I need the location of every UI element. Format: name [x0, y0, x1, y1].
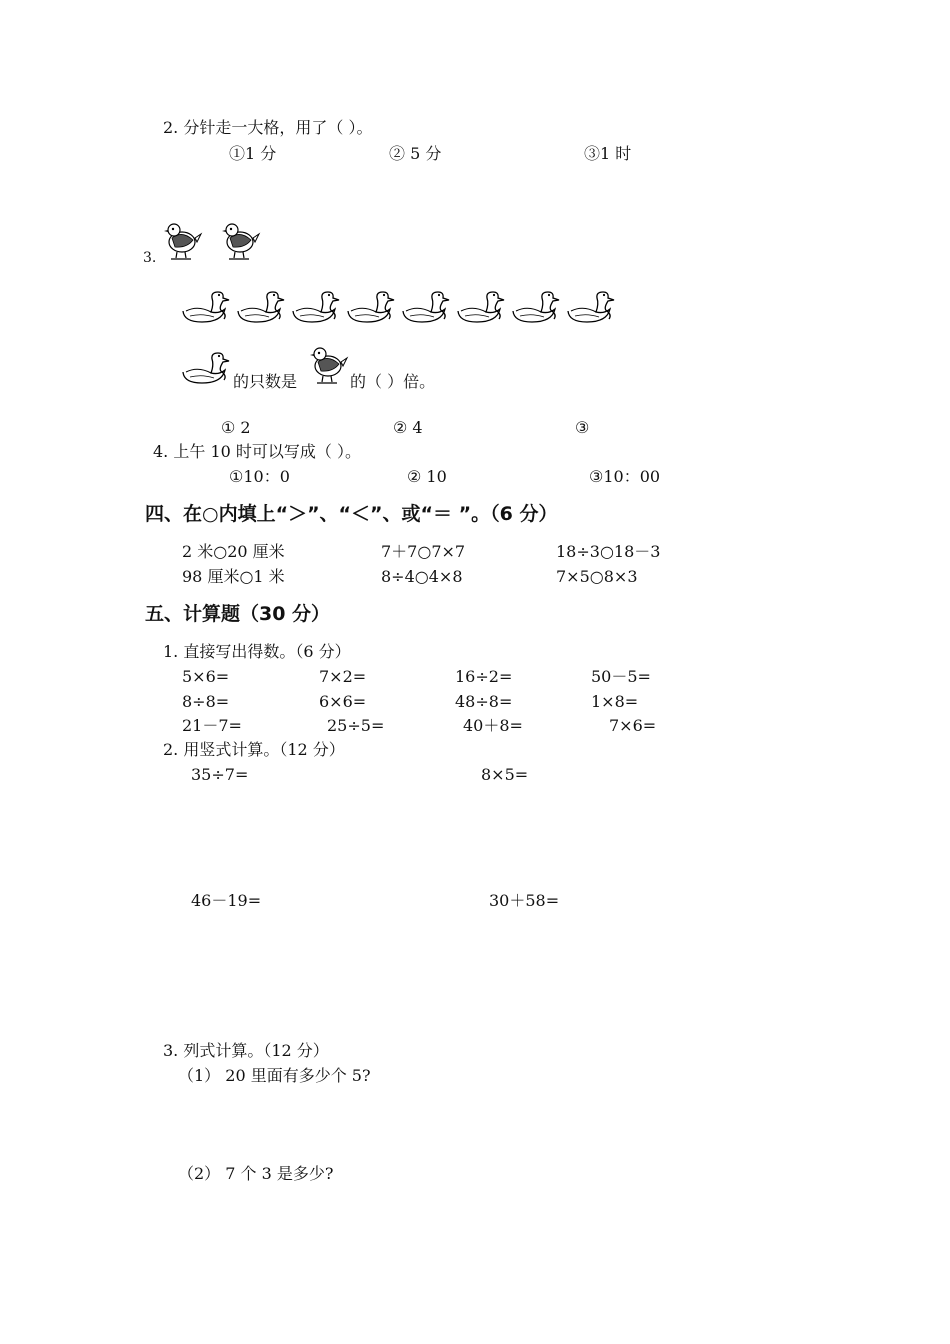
duck-icon	[508, 289, 560, 325]
calc-item: 7×6=	[609, 716, 657, 735]
calc-item: 8÷8=	[182, 692, 230, 711]
q2-option-2: ② 5 分	[389, 144, 442, 163]
calc-item: 6×6=	[319, 692, 367, 711]
q2-option-1: ①1 分	[229, 144, 277, 163]
chick-icon	[221, 220, 261, 262]
compare-item: 98 厘米○1 米	[182, 567, 285, 586]
calc-item: 40＋8=	[463, 716, 523, 735]
p1-title: 1. 直接写出得数。（6 分）	[163, 642, 351, 661]
q4-option-3: ③10：00	[589, 467, 661, 486]
calc-item: 1×8=	[591, 692, 639, 711]
duck-icon	[398, 289, 450, 325]
duck-icon	[563, 289, 615, 325]
section-5-heading: 五、计算题（30 分）	[145, 603, 331, 625]
q4-question: 4. 上午 10 时可以写成（ ）。	[153, 442, 361, 461]
q3-option-1: ① 2	[221, 418, 251, 437]
chick-icon	[163, 220, 203, 262]
duck-icon	[288, 289, 340, 325]
word-problem: （1） 20 里面有多少个 5?	[178, 1066, 371, 1085]
q2-question: 2. 分针走一大格，用了（ ）。	[163, 118, 373, 137]
duck-icon	[233, 289, 285, 325]
compare-item: 18÷3○18－3	[556, 542, 661, 561]
vertical-calc-item: 46－19=	[191, 891, 262, 910]
q4-option-1: ①10：0	[229, 467, 290, 486]
duck-icon	[178, 350, 230, 386]
q3-number: 3.	[143, 250, 157, 266]
p2-title: 2. 用竖式计算。（12 分）	[163, 740, 345, 759]
q3-sentence-mid: 的只数是	[233, 372, 298, 391]
calc-item: 25÷5=	[327, 716, 385, 735]
q4-option-2: ② 10	[407, 467, 447, 486]
calc-item: 16÷2=	[455, 667, 513, 686]
calc-item: 21－7=	[182, 716, 242, 735]
calc-item: 5×6=	[182, 667, 230, 686]
q3-option-2: ② 4	[393, 418, 423, 437]
compare-item: 8÷4○4×8	[381, 567, 463, 586]
duck-icon	[178, 289, 230, 325]
q2-option-3: ③1 时	[584, 144, 632, 163]
chick-icon	[309, 344, 349, 386]
p3-title: 3. 列式计算。（12 分）	[163, 1041, 329, 1060]
vertical-calc-item: 8×5=	[481, 765, 529, 784]
duck-icon	[453, 289, 505, 325]
calc-item: 7×2=	[319, 667, 367, 686]
compare-item: 7＋7○7×7	[381, 542, 466, 561]
duck-icon	[343, 289, 395, 325]
q3-sentence-end: 的（ ）倍。	[350, 372, 436, 391]
vertical-calc-item: 35÷7=	[191, 765, 249, 784]
section-4-heading: 四、在○内填上“＞”、“＜”、或“＝ ”。（6 分）	[145, 503, 558, 525]
calc-item: 50－5=	[591, 667, 651, 686]
word-problem: （2） 7 个 3 是多少?	[178, 1164, 334, 1183]
compare-item: 7×5○8×3	[556, 567, 638, 586]
q3-option-3: ③	[575, 418, 590, 437]
vertical-calc-item: 30＋58=	[489, 891, 560, 910]
compare-item: 2 米○20 厘米	[182, 542, 285, 561]
calc-item: 48÷8=	[455, 692, 513, 711]
